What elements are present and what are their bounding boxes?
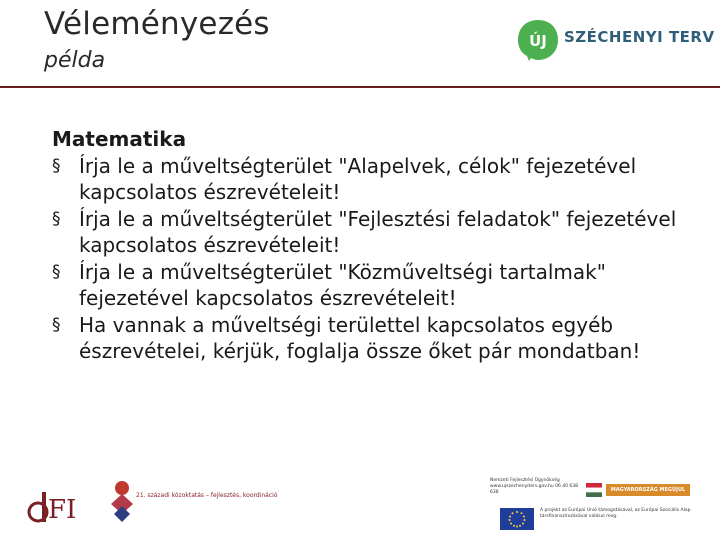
slide-content	[52, 126, 692, 365]
bullet-marker: §	[52, 155, 61, 176]
bullet-list	[52, 153, 692, 365]
bullet-item	[52, 153, 692, 206]
bullet-text: Ha vannak a műveltségi területtel kapcsolatos egyéb észrevételei, kérjük, foglalja össze őket pár mondatban!	[79, 312, 641, 363]
regional-logo-icon	[108, 478, 136, 522]
eu-funding-text: A projekt az Európai Unió támogatásával, az Európai Szociális Alap társfinanszírozásával valósul meg.	[540, 508, 691, 519]
ofi-logo	[26, 488, 96, 524]
eu-flag-icon	[500, 508, 534, 530]
bullet-marker: §	[52, 314, 61, 335]
bullet-marker: §	[52, 208, 61, 229]
slide-subtitle: példa	[44, 48, 106, 73]
content-heading: Matematika	[52, 127, 187, 151]
svg-text:FI: FI	[48, 495, 77, 524]
nfu-info: Nemzeti Fejlesztési Ügynökség www.ujszechenyiterv.gov.hu 06 40 638 638	[490, 478, 579, 495]
regional-logo	[108, 478, 278, 528]
szechenyi-terv-logo	[516, 18, 715, 62]
logo-badge-text: ÚJ	[529, 32, 547, 50]
ofi-logo-icon	[26, 488, 96, 524]
bullet-item	[52, 312, 692, 365]
hungarian-flag-icon	[586, 482, 602, 496]
logo-text: SZÉCHENYI TERV	[564, 28, 715, 46]
bullet-item	[52, 259, 692, 312]
magyarorszag-megujul-badge: MAGYARORSZÁG MEGÚJUL	[606, 484, 690, 496]
bullet-text: Írja le a műveltségterület "Fejlesztési feladatok" fejezetével kapcsolatos észrevételeit!	[79, 206, 677, 257]
slide-title: Véleményezés	[44, 6, 270, 42]
bullet-text: Írja le a műveltségterület "Alapelvek, célok" fejezetével kapcsolatos észrevételeit!	[79, 153, 637, 204]
bullet-text: Írja le a műveltségterület "Közműveltségi tartalmak" fejezetével kapcsolatos észrevételeit!	[79, 259, 606, 310]
regional-logo-text: 21. századi közoktatás – fejlesztés, koordináció	[136, 492, 278, 499]
bullet-marker: §	[52, 261, 61, 282]
header-divider	[0, 86, 720, 88]
szechenyi-leaf-icon	[516, 18, 560, 62]
bullet-item	[52, 206, 692, 259]
